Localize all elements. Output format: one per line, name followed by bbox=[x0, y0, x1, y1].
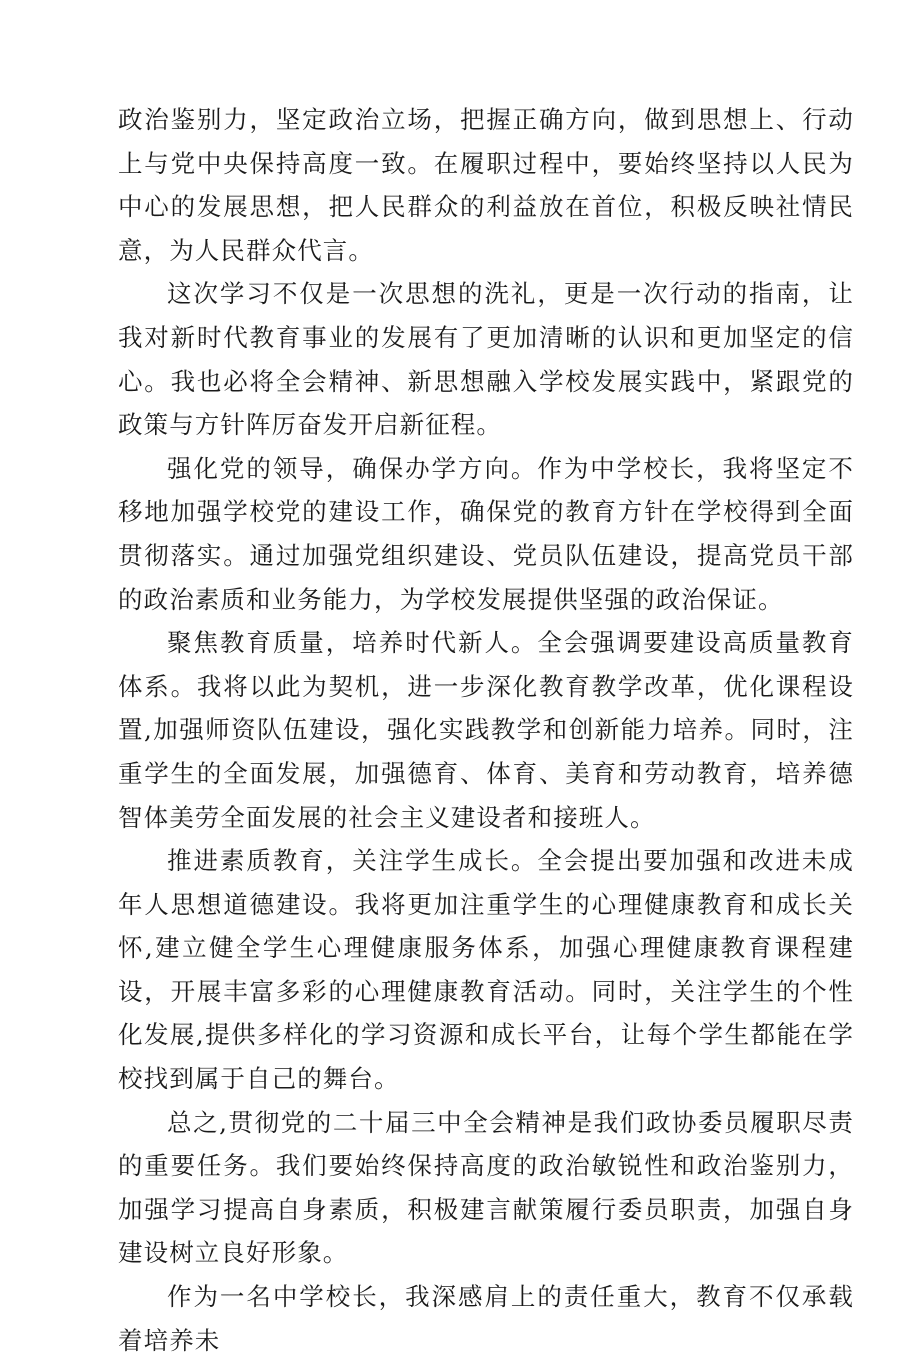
paragraph: 强化党的领导，确保办学方向。作为中学校长，我将坚定不移地加强学校党的建设工作，确保党的教育方针在学校得到全面贯彻落实。通过加强党组织建设、党员队伍建设，提高党员干部的政治素质和业务能力，为学校发展提供坚强的政治保证。 bbox=[118, 453, 854, 614]
paragraph: 聚焦教育质量，培养时代新人。全会强调要建设高质量教育体系。我将以此为契机，进一步深化教育教学改革，优化课程设置,加强师资队伍建设，强化实践教学和创新能力培养。同时，注重学生的全面发展，加强德育、体育、美育和劳动教育，培养德智体美劳全面发展的社会主义建设者和接班人。 bbox=[118, 628, 854, 832]
paragraph: 总之,贯彻党的二十届三中全会精神是我们政协委员履职尽责的重要任务。我们要始终保持高度的政治敏锐性和政治鉴别力，加强学习提高自身素质，积极建言献策履行委员职责，加强自身建设树立良好形象。 bbox=[118, 1107, 854, 1268]
paragraph: 政治鉴别力，坚定政治立场，把握正确方向，做到思想上、行动上与党中央保持高度一致。在履职过程中，要始终坚持以人民为中心的发展思想，把人民群众的利益放在首位，积极反映社情民意，为人民群众代言。 bbox=[118, 105, 854, 265]
document-body bbox=[118, 98, 854, 1362]
paragraph: 推进素质教育，关注学生成长。全会提出要加强和改进未成年人思想道德建设。我将更加注重学生的心理健康教育和成长关怀,建立健全学生心理健康服务体系，加强心理健康教育课程建设，开展丰富多彩的心理健康教育活动。同时，关注学生的个性化发展,提供多样化的学习资源和成长平台，让每个学生都能在学校找到属于自己的舞台。 bbox=[118, 846, 854, 1094]
paragraph: 这次学习不仅是一次思想的洗礼，更是一次行动的指南，让我对新时代教育事业的发展有了更加清晰的认识和更加坚定的信心。我也必将全会精神、新思想融入学校发展实践中，紧跟党的政策与方针阵厉奋发开启新征程。 bbox=[118, 279, 854, 440]
paragraph: 作为一名中学校长，我深感肩上的责任重大，教育不仅承载着培养未 bbox=[118, 1282, 854, 1355]
